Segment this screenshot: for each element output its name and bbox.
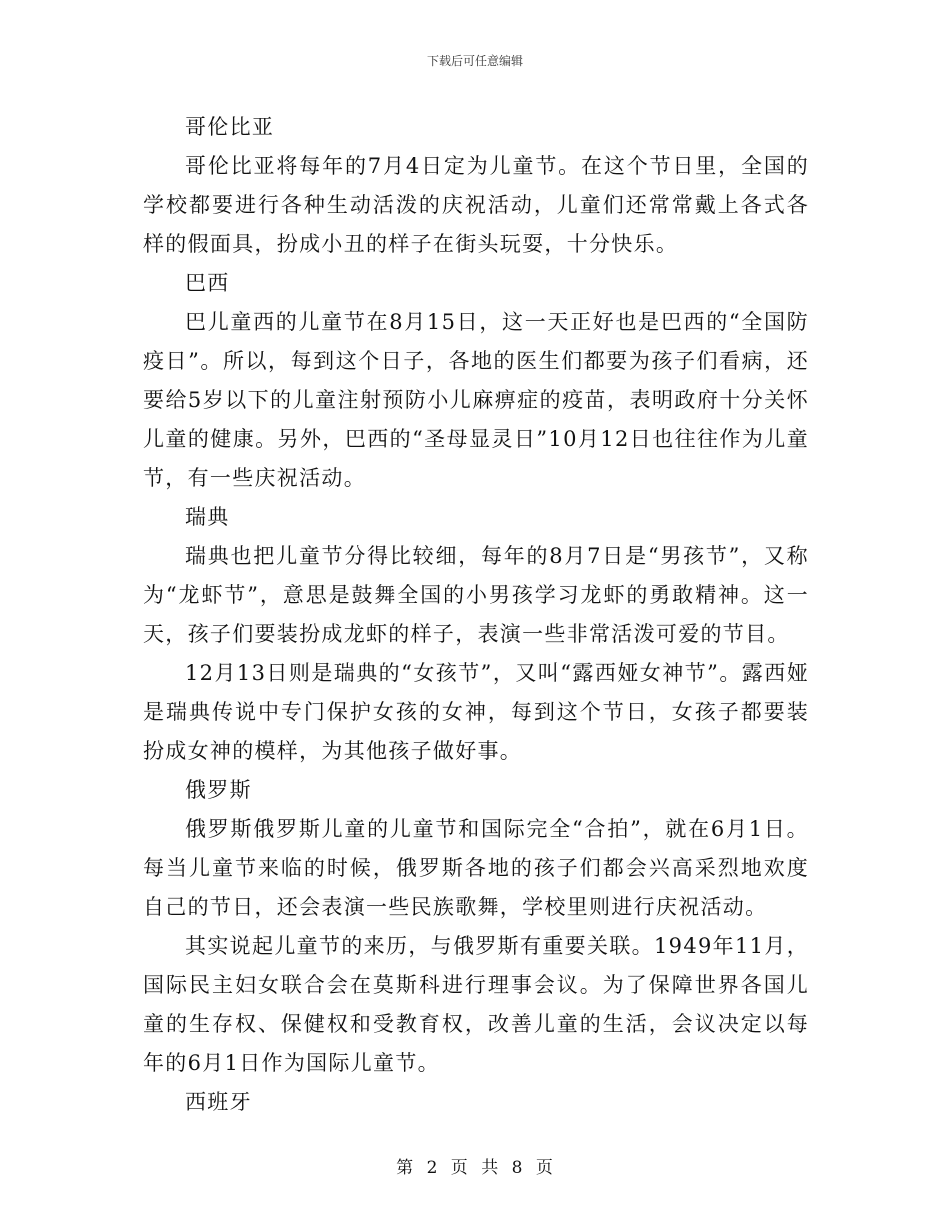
footer-total-pages: 8 [511,1158,524,1178]
section-heading-russia: 俄罗斯 [185,778,252,802]
footer-current-page: 2 [426,1158,439,1178]
footer-label-before: 第 [396,1158,415,1178]
page-number-footer [0,1153,950,1178]
section-heading-brazil: 巴西 [185,271,230,295]
footer-label-after: 页 [535,1158,554,1178]
section-heading-sweden: 瑞典 [185,505,230,529]
page-header-note: 下载后可任意编辑 [426,54,523,68]
paragraph-sweden-girls-day: 12月13日则是瑞典的“女孩节”，又叫“露西娅女神节”。露西娅是瑞典传说中专门保护女孩的女神，每到这个节日，女孩子都要装扮成女神的模样，为其他孩子做好事。 [143,661,809,763]
document-body [143,108,809,1122]
footer-label-page: 页 [450,1158,469,1178]
section-heading-spain: 西班牙 [185,1090,252,1114]
paragraph-russia-history: 其实说起儿童节的来历，与俄罗斯有重要关联。1949年11月，国际民主妇女联合会在莫斯科进行理事会议。为了保障世界各国儿童的生存权、保健权和受教育权，改善儿童的生活，会议决定以每年的6月1日作为国际儿童节。 [143,934,809,1075]
section-heading-colombia: 哥伦比亚 [185,115,275,139]
paragraph-brazil: 巴儿童西的儿童节在8月15日，这一天正好也是巴西的“全国防疫日”。所以，每到这个日子，各地的医生们都要为孩子们看病，还要给5岁以下的儿童注射预防小儿麻痹症的疫苗，表明政府十分关怀儿童的健康。另外，巴西的“圣母显灵日”10月12日也往往作为儿童节，有一些庆祝活动。 [143,310,809,490]
paragraph-colombia: 哥伦比亚将每年的7月4日定为儿童节。在这个节日里，全国的学校都要进行各种生动活泼的庆祝活动，儿童们还常常戴上各式各样的假面具，扮成小丑的样子在街头玩耍，十分快乐。 [143,154,809,256]
paragraph-sweden-boys-day: 瑞典也把儿童节分得比较细，每年的8月7日是“男孩节”，又称为“龙虾节”，意思是鼓舞全国的小男孩学习龙虾的勇敢精神。这一天，孩子们要装扮成龙虾的样子，表演一些非常活泼可爱的节目。 [143,544,809,646]
footer-label-total: 共 [481,1158,500,1178]
paragraph-russia: 俄罗斯俄罗斯儿童的儿童节和国际完全“合拍”，就在6月1日。每当儿童节来临的时候，俄罗斯各地的孩子们都会兴高采烈地欢度自己的节日，还会表演一些民族歌舞，学校里则进行庆祝活动。 [143,817,809,919]
